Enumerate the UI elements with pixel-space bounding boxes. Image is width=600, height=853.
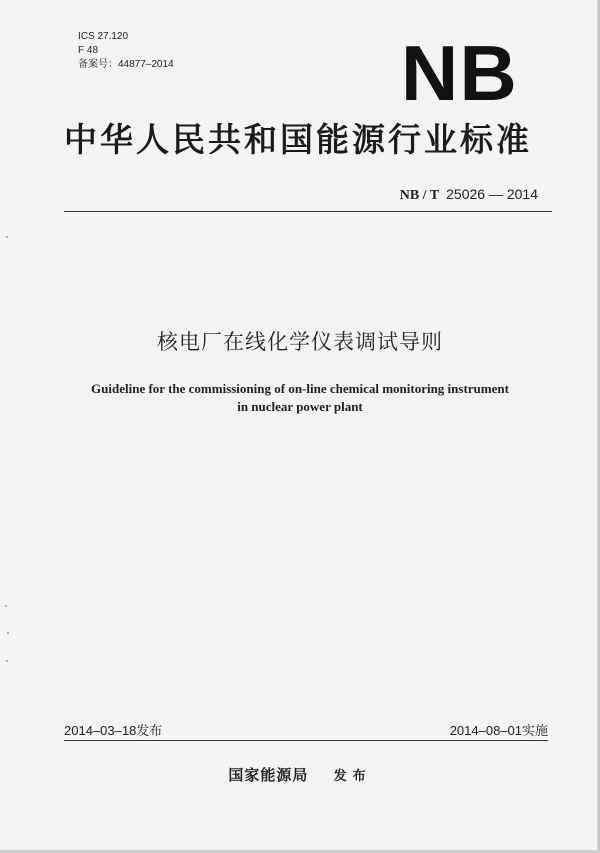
scan-speck <box>7 632 9 634</box>
ics-code: ICS 27.120 <box>78 31 129 42</box>
release-date: 2014–03–18发布 <box>64 723 163 738</box>
issuer-name: 国家能源局 <box>228 766 309 784</box>
standard-type-title: 中华人民共和国能源行业标准 <box>64 120 532 159</box>
implement-date: 2014–08–01实施 <box>449 723 548 738</box>
footer-divider <box>64 740 548 741</box>
chinese-title: 核电厂在线化学仪表调试导则 <box>157 330 443 354</box>
english-title <box>60 380 540 416</box>
scan-speck <box>6 236 8 238</box>
classification-block <box>78 30 174 72</box>
english-title-line1: Guideline for the commissioning of on-line chemical monitoring instrument <box>91 381 509 396</box>
nb-logo: NB <box>400 29 518 117</box>
header-divider <box>64 211 552 212</box>
scan-speck <box>6 660 8 662</box>
category-code: F 48 <box>78 45 99 56</box>
issue-action: 发布 <box>333 769 372 784</box>
issuer-line <box>0 764 600 785</box>
code-prefix: NB / T <box>399 188 440 203</box>
code-number: 25026 — 2014 <box>446 186 538 202</box>
record-number: 备案号：44877–2014 <box>78 59 174 70</box>
scan-speck <box>5 605 7 607</box>
english-title-line2: in nuclear power plant <box>237 399 363 414</box>
standard-code <box>400 186 538 204</box>
